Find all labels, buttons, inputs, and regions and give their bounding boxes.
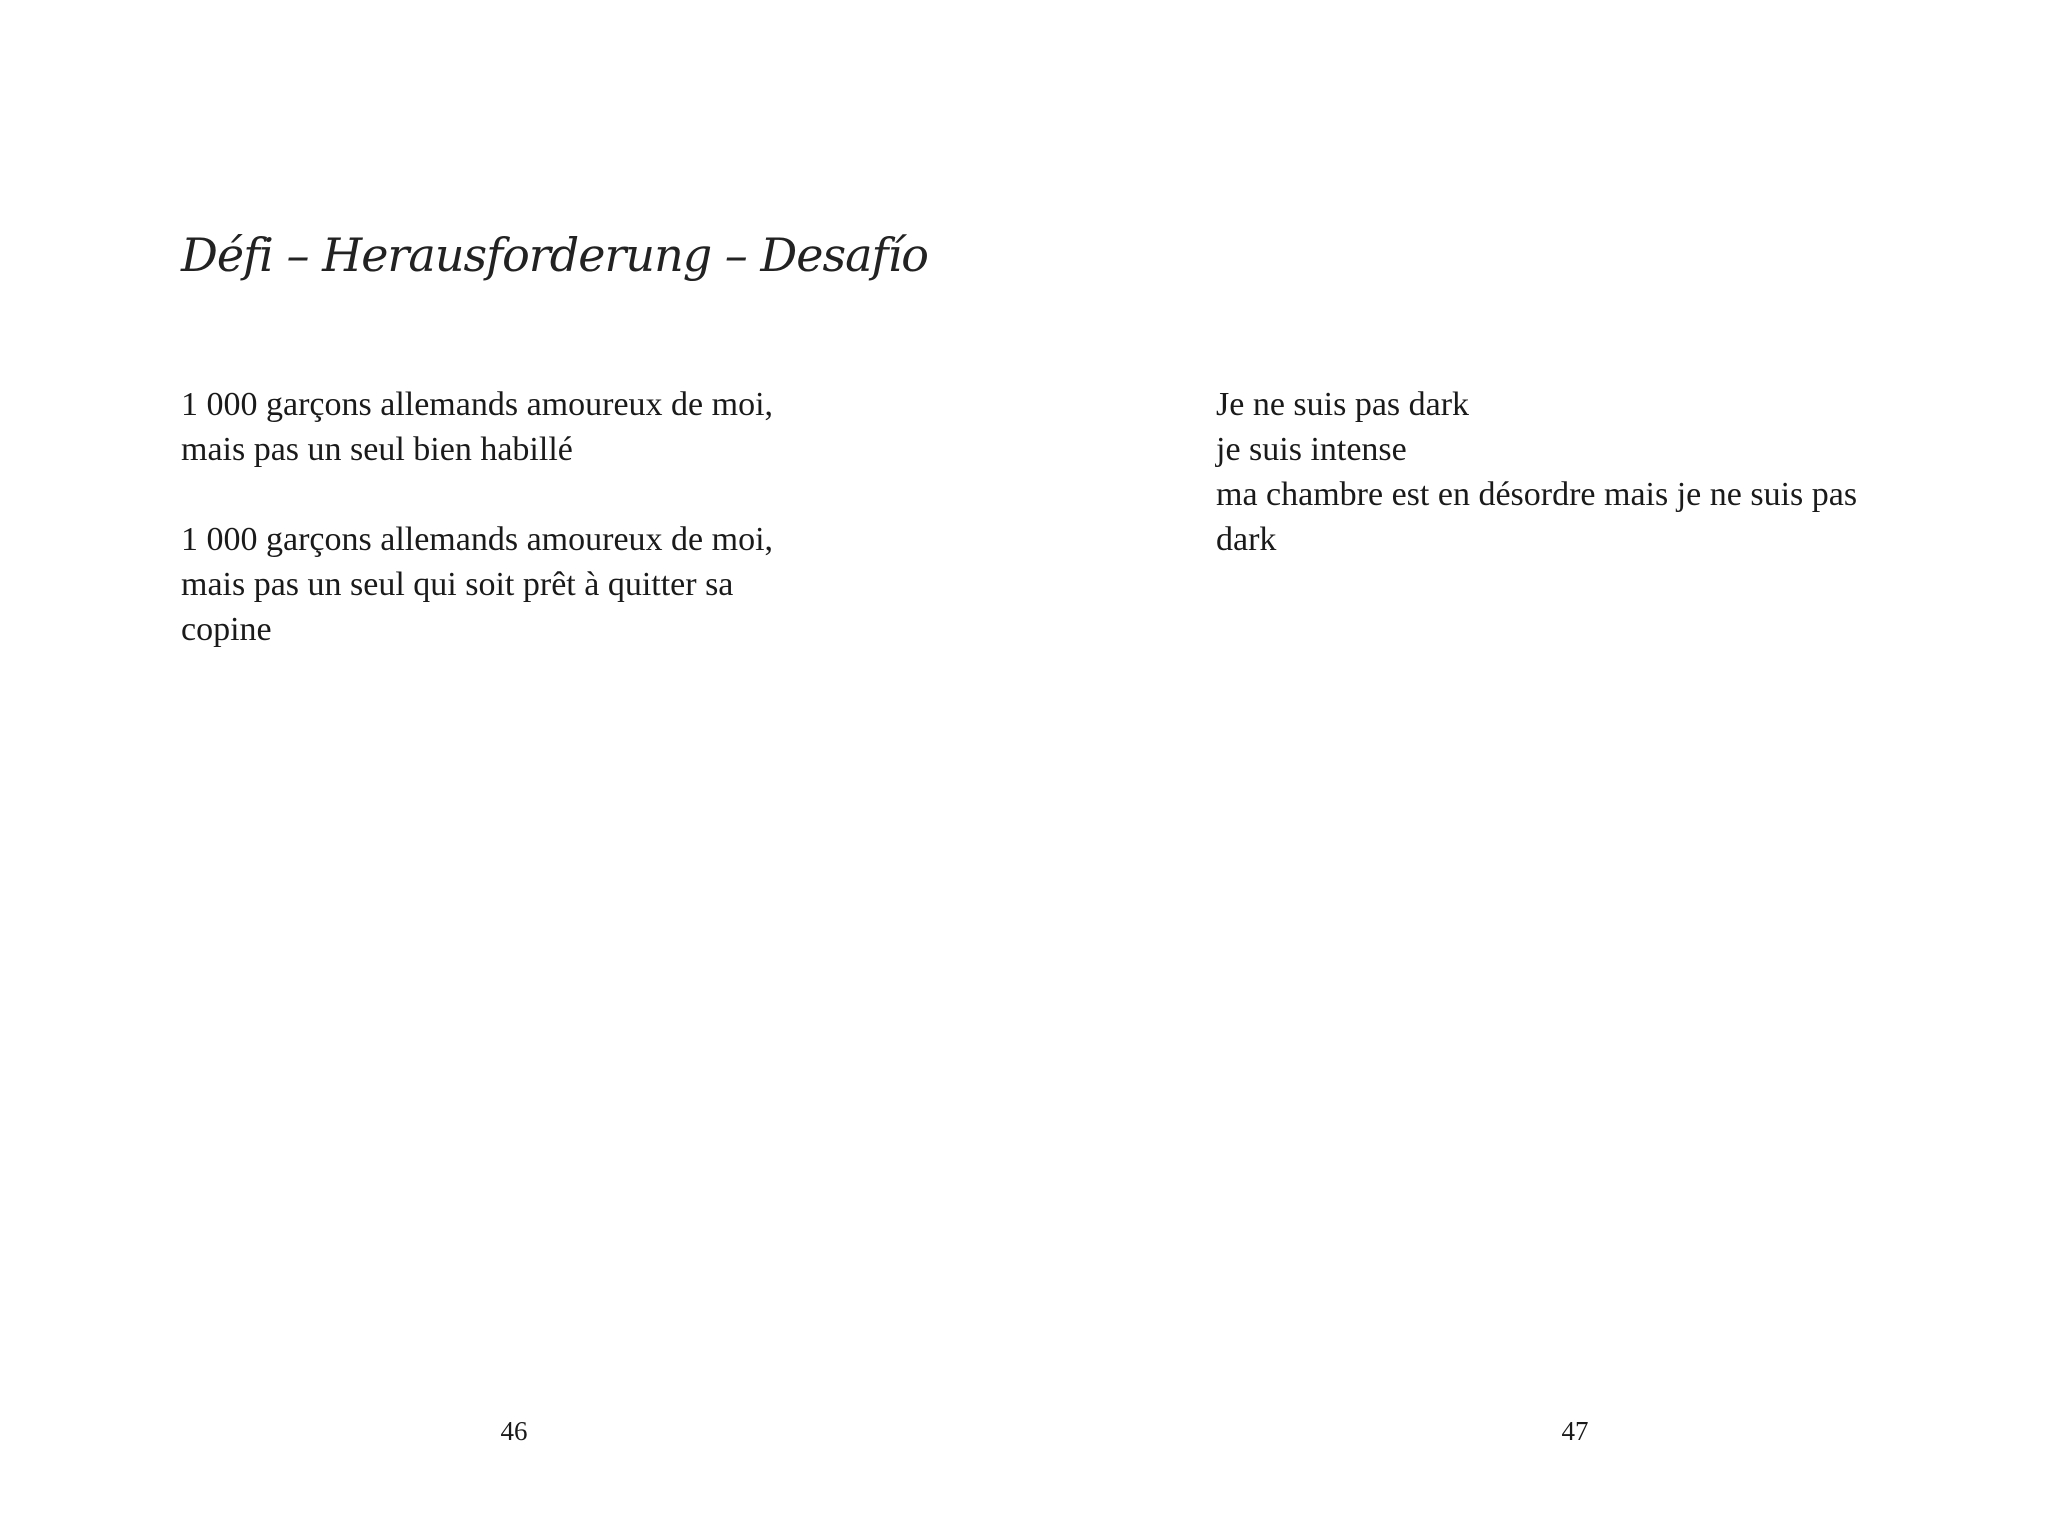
page-number-left: 46 <box>500 1416 528 1446</box>
poem-line: copine <box>181 611 272 648</box>
poem-line: dark <box>1216 521 1277 558</box>
poem-line: mais pas un seul qui soit prêt à quitter sa <box>181 566 734 603</box>
page-number-right: 47 <box>1561 1416 1589 1446</box>
poem-line: je suis intense <box>1216 431 1407 468</box>
poem-title: Défi – Herausforderung – Desafío <box>181 228 928 282</box>
stanza <box>181 517 941 652</box>
right-poem <box>1216 382 1936 607</box>
poem-line: ma chambre est en désordre mais je ne suis pas <box>1216 476 1858 513</box>
poem-line: 1 000 garçons allemands amoureux de moi, <box>181 386 774 423</box>
left-page <box>0 0 1023 1535</box>
poem-line: Je ne suis pas dark <box>1216 386 1470 423</box>
left-poem <box>181 382 941 697</box>
stanza <box>181 382 941 472</box>
right-page <box>1024 0 2047 1535</box>
poem-line: mais pas un seul bien habillé <box>181 431 573 468</box>
stanza <box>1216 382 1936 562</box>
poem-line: 1 000 garçons allemands amoureux de moi, <box>181 521 774 558</box>
